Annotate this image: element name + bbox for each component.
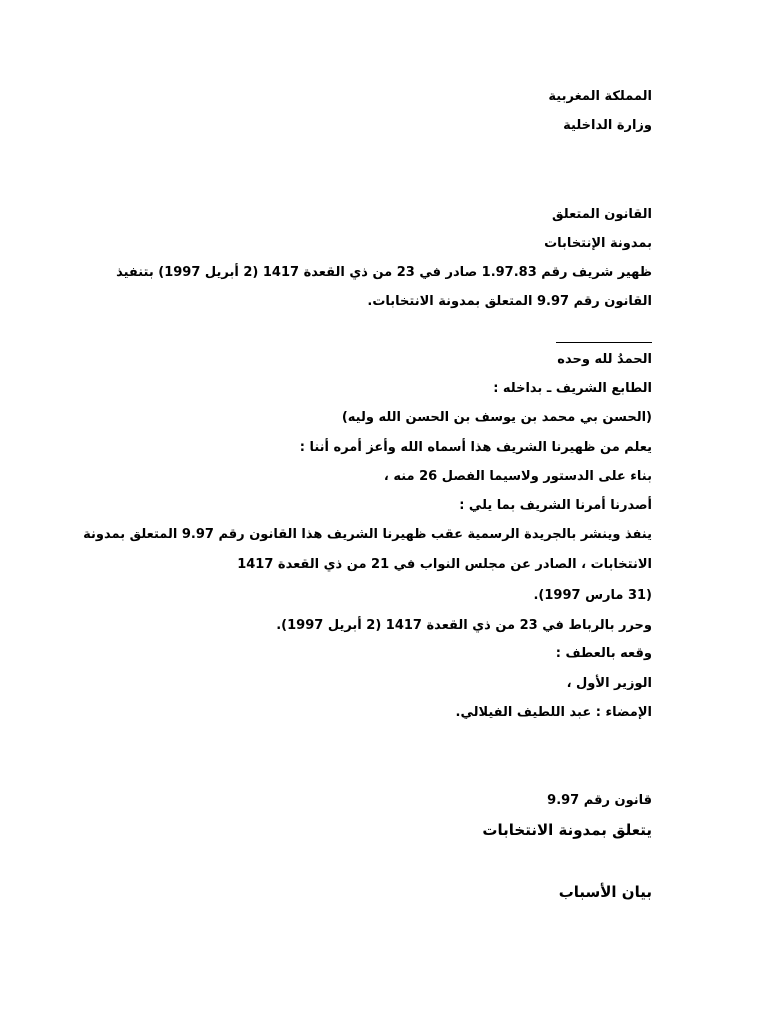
kingdom-header: المملكة المغربية: [548, 89, 652, 104]
countersign-line: وقعه بالعطف :: [555, 646, 652, 661]
reasons-heading: بيان الأسباب: [558, 883, 652, 901]
know-line: يعلم من ظهيرنا الشريف هذا أسماه الله وأعز أمره أننا :: [299, 440, 652, 455]
done-line: وحرر بالرباط في 23 من ذي القعدة 1417 (2 أبريل 1997).: [276, 618, 652, 633]
based-line: بناء على الدستور ولاسيما الفصل 26 منه ،: [383, 469, 652, 484]
execution-line-3: (31 مارس 1997).: [533, 588, 652, 603]
execution-line-1: ينفذ وينشر بالجريدة الرسمية عقب ظهيرنا الشريف هذا القانون رقم 9.97 المتعلق بمدونة: [83, 527, 652, 542]
seal-name-line: (الحسن بي محمد بن يوسف بن الحسن الله وليه): [341, 410, 652, 425]
separator-rule: [556, 342, 652, 343]
law-number: قانون رقم 9.97: [547, 793, 652, 808]
title-line-4: القانون رقم 9.97 المتعلق بمدونة الانتخابات.: [367, 294, 652, 309]
prime-minister-line: الوزير الأول ،: [566, 676, 652, 691]
ministry-header: وزارة الداخلية: [563, 118, 652, 133]
praise-line: الحمدُ لله وحده: [557, 352, 652, 367]
seal-line: الطابع الشريف ـ بداخله :: [493, 381, 652, 396]
title-line-2: بمدونة الإنتخابات: [544, 236, 652, 251]
title-line-1: القانون المتعلق: [552, 207, 652, 222]
issued-line: أصدرنا أمرنا الشريف بما يلي :: [459, 498, 652, 513]
execution-line-2: الانتخابات ، الصادر عن مجلس النواب في 21 من ذي القعدة 1417: [237, 557, 652, 572]
title-line-3: ظهير شريف رقم 1.97.83 صادر في 23 من ذي القعدة 1417 (2 أبريل 1997) بتنفيذ: [116, 265, 652, 280]
law-subject: يتعلق بمدونة الانتخابات: [482, 821, 652, 839]
signature-line: الإمضاء : عبد اللطيف الفيلالي.: [455, 705, 652, 720]
